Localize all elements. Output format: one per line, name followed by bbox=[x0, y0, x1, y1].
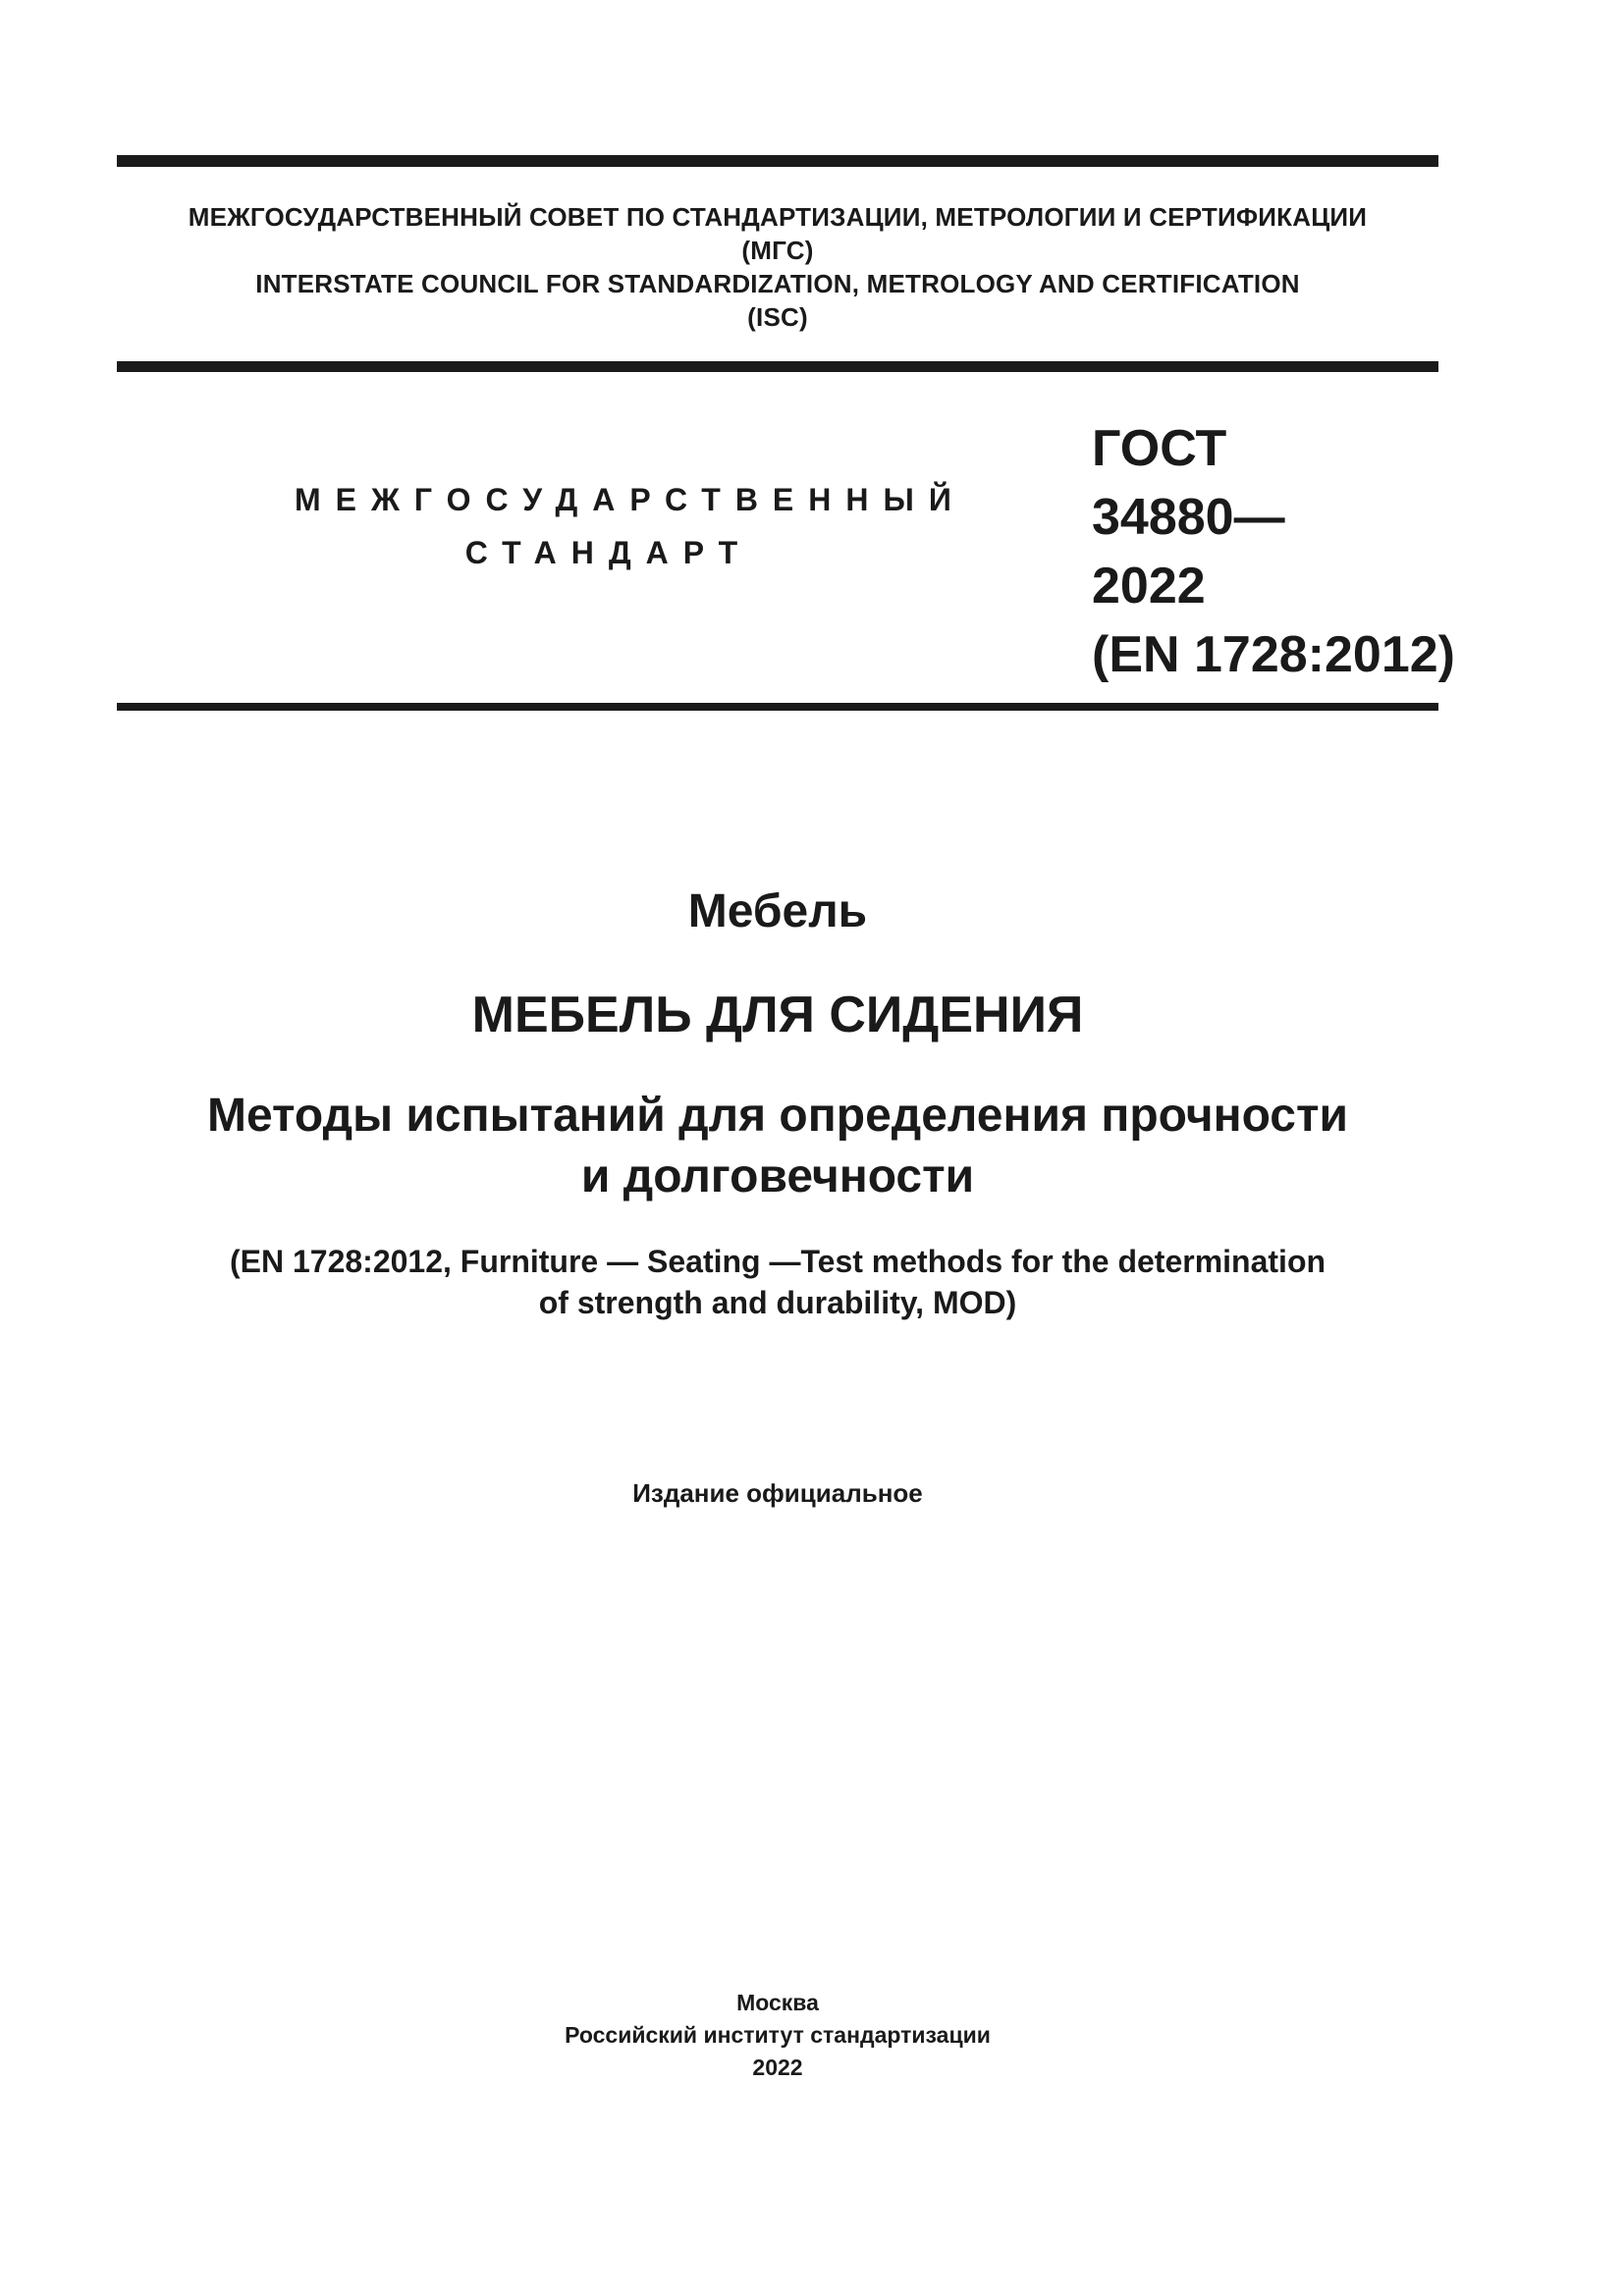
designation-line-2: 34880— bbox=[1092, 489, 1285, 546]
imprint-city: Москва bbox=[736, 1990, 819, 2015]
title-subtitle bbox=[117, 1086, 1438, 1207]
standard-type bbox=[295, 473, 966, 579]
title-group: Мебель bbox=[687, 885, 868, 937]
standard-type-line-2: СТАНДАРТ bbox=[464, 535, 753, 570]
imprint-publisher: Российский институт стандартизации bbox=[565, 2022, 991, 2048]
subtitle-line-2: и долговечности bbox=[580, 1150, 975, 1202]
title-main: МЕБЕЛЬ ДЛЯ СИДЕНИЯ bbox=[471, 987, 1084, 1043]
designation-line-4: (EN 1728:2012) bbox=[1092, 626, 1455, 683]
edition-label: Издание официальное bbox=[632, 1478, 923, 1508]
imprint-year: 2022 bbox=[752, 2055, 803, 2080]
standard-designation bbox=[1092, 414, 1455, 689]
en-reference bbox=[117, 1241, 1438, 1323]
council-name-ru: МЕЖГОСУДАРСТВЕННЫЙ СОВЕТ ПО СТАНДАРТИЗАЦИИ, МЕТРОЛОГИИ И СЕРТИФИКАЦИИ bbox=[188, 202, 1368, 232]
council-header bbox=[117, 200, 1438, 334]
council-name-en: INTERSTATE COUNCIL FOR STANDARDIZATION, METROLOGY AND CERTIFICATION bbox=[255, 269, 1300, 298]
designation-line-3: 2022 bbox=[1092, 558, 1206, 614]
en-reference-line-1: (EN 1728:2012, Furniture — Seating —Test methods for the determination bbox=[229, 1244, 1326, 1279]
designation-line-1: ГОСТ bbox=[1092, 420, 1227, 477]
header-divider bbox=[117, 361, 1438, 372]
top-rule bbox=[117, 155, 1438, 167]
en-reference-line-2: of strength and durability, MOD) bbox=[538, 1285, 1017, 1320]
standard-type-line-1: МЕЖГОСУДАРСТВЕННЫЙ bbox=[295, 482, 966, 517]
council-abbr-ru: (МГС) bbox=[741, 236, 814, 265]
imprint bbox=[117, 1987, 1438, 2084]
designation-divider bbox=[117, 703, 1438, 711]
council-abbr-en: (ISC) bbox=[747, 302, 808, 332]
subtitle-line-1: Методы испытаний для определения прочности bbox=[206, 1090, 1349, 1142]
